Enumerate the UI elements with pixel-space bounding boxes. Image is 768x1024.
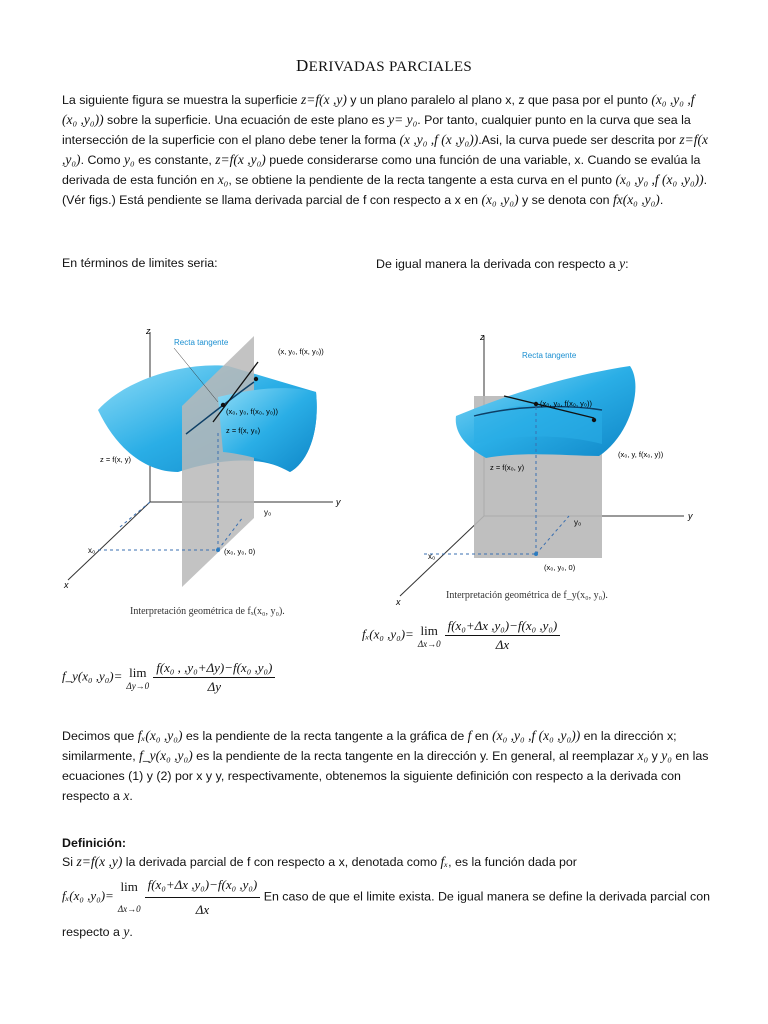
svg-text:x₀: x₀ [88,546,96,555]
figure1-caption: Interpretación geométrica de fₓ(x₀, y₀). [130,606,285,617]
svg-text:x₀: x₀ [428,552,436,561]
svg-text:y₀: y₀ [574,518,582,527]
svg-text:(x₀, y, f(x₀, y)): (x₀, y, f(x₀, y)) [618,450,664,459]
limits-label: En términos de limites seria: [62,256,218,270]
svg-text:z = f(x, y₀): z = f(x, y₀) [226,426,261,435]
formula-fx-limit: fₓ(x₀ ,y₀)= lim Δx→0 $\frac{\text{f(x₀+Δx ,y₀)−f(x₀ ,y₀)}}{\Delta x}$ [362,618,560,653]
svg-text:y: y [336,497,341,507]
slope-paragraph: Decimos que fₓ(x₀ ,y₀) es la pendiente de la recta tangente a la gráfica de f en (x₀ ,y₀ ,f (x₀ ,y₀)) en la dirección x; similarmente, f_y(x₀ ,y₀) es la pendiente de la recta tangente en la dirección y. En general, al reemplazar x₀ y y₀ en las ecuaciones (1) y (2) por x y y, respectivamente, obtenemos la siguiente definición con respecto a la derivada con respecto a x. [62,728,709,803]
svg-text:x: x [396,597,401,607]
x-axis [68,502,150,580]
definition-heading: Definición: [62,836,127,850]
formula-fy-limit: f_y(x₀ ,y₀)= lim Δy→0 $\frac{\text{f(x₀ , ,y₀+Δy)−f(x₀ ,y₀)}}{\Delta y}$ [62,660,275,695]
definition-formula-paragraph: fₓ(x₀ ,y₀)= lim Δx→0 $\frac{\text{f(x₀+Δx ,y₀)−f(x₀ ,y₀)}}{\Delta x}$ En caso de que el limite exista. De igual manera se define la derivada parcial con respecto a y. [62,874,712,943]
svg-text:Recta tangente: Recta tangente [522,351,577,360]
figure2-caption: Interpretación geométrica de f_y(x₀, y₀). [446,590,608,601]
intro-paragraph: La siguiente figura se muestra la superficie z=f(x ,y) y un plano paralelo al plano x, z que pasa por el punto (x₀ ,y₀ ,f (x₀ ,y₀)) sobre la superficie. Una ecuación de este plano es y= y₀. Por tanto, cualquier punto en la curva que sea la intersección de la superficie con el plano debe tener la forma (x ,y₀ ,f (x ,y₀)).Asi, la curva puede ser descrita por z=f(x ,y₀). Como y₀ es constante, z=f(x ,y₀) puede considerarse como una función de una variable, x. Cuando se evalúa la derivada de esta función en x₀, se obtiene la pendiente de la recta tangente a esta curva en el punto (x₀ ,y₀ ,f (x₀ ,y₀)). (Vér figs.) Está pendiente se llama derivada parcial de f con respecto a x en (x₀ ,y₀) y se denota con fx(x₀ ,y₀). [62,92,708,207]
y-derivative-label: De igual manera la derivada con respecto a y: [376,256,629,271]
svg-text:z = f(x, y): z = f(x, y) [100,455,132,464]
point-x [254,377,258,381]
svg-text:Recta tangente: Recta tangente [174,338,229,347]
svg-text:(x, y₀, f(x, y₀)): (x, y₀, f(x, y₀)) [278,347,324,356]
svg-text:z: z [146,326,151,336]
svg-text:z: z [480,332,485,342]
svg-text:(x₀, y₀, 0): (x₀, y₀, 0) [544,563,576,572]
svg-text:x: x [64,580,69,590]
figure-fx-interpretation [58,322,358,598]
svg-text:y: y [688,511,693,521]
formula-definition: fₓ(x₀ ,y₀)= lim Δx→0 $\frac{\text{f(x₀+Δx ,y₀)−f(x₀ ,y₀)}}{\Delta x}$ [62,888,260,903]
svg-text:(x₀, y₀, 0): (x₀, y₀, 0) [224,547,256,556]
x-axis [400,516,484,596]
svg-text:(x₀, y₀, f(x₀, y₀)): (x₀, y₀, f(x₀, y₀)) [540,399,593,408]
page-title: DERIVADAS PARCIALES [296,56,472,75]
svg-text:(x₀, y₀, f(x₀, y₀)): (x₀, y₀, f(x₀, y₀)) [226,407,279,416]
svg-text:z = f(x₀, y): z = f(x₀, y) [490,463,525,472]
definition-text: Si z=f(x ,y) la derivada parcial de f con respecto a x, denotada como fₓ, es la función dada por [62,854,577,869]
figure-fy-interpretation [394,326,714,608]
point-x0 [221,403,225,407]
svg-text:y₀: y₀ [264,508,272,517]
